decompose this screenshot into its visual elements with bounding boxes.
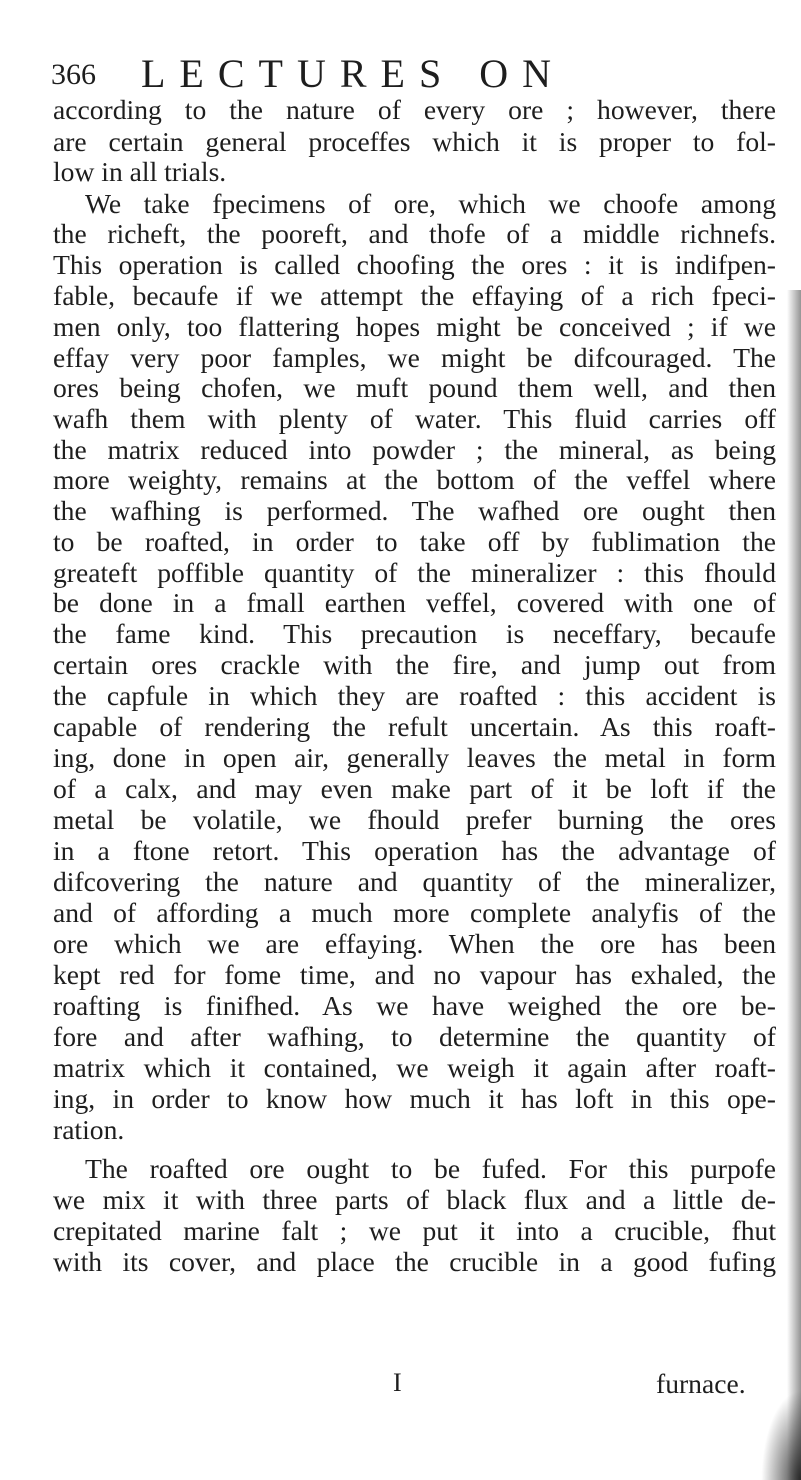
- catchword: furnace.: [656, 1368, 746, 1399]
- signature-mark: I: [393, 1368, 402, 1397]
- text-line: and of affording a much more complete analyfis of the: [53, 897, 776, 928]
- text-line: low in all trials.: [53, 156, 227, 187]
- text-line: be done in a fmall earthen veffel, covered with one of: [53, 587, 776, 618]
- text-line: ore which we are effaying. When the ore has been: [53, 928, 776, 959]
- text-line: the capfule in which they are roafted : this accident is: [53, 680, 776, 711]
- text-line: to be roafted, in order to take off by fublimation the: [53, 526, 776, 557]
- text-line: crepitated marine falt ; we put it into a crucible, fhut: [53, 1215, 776, 1246]
- text-line: We take fpecimens of ore, which we choofe among: [85, 188, 776, 219]
- text-line: ing, done in open air, generally leaves the metal in form: [53, 742, 776, 773]
- text-line: the matrix reduced into powder ; the mineral, as being: [53, 434, 776, 465]
- running-head: LECTURES ON: [141, 51, 565, 96]
- text-line: ing, in order to know how much it has loft in this ope-: [53, 1083, 776, 1114]
- text-line: matrix which it contained, we weigh it again after roaft-: [53, 1052, 776, 1083]
- text-line: we mix it with three parts of black flux and a little de-: [53, 1184, 776, 1215]
- page-edge-shadow: [787, 290, 801, 1480]
- text-line: ores being chofen, we muft pound them well, and then: [53, 372, 776, 403]
- page-number: 366: [51, 58, 96, 91]
- text-line: fable, becaufe if we attempt the effaying of a rich fpeci-: [53, 280, 776, 311]
- text-line: are certain general proceffes which it is proper to fol-: [53, 126, 776, 157]
- text-line: the richeft, the pooreft, and thofe of a middle richnefs.: [53, 218, 776, 249]
- text-line: the wafhing is performed. The wafhed ore ought then: [53, 495, 776, 526]
- text-line: with its cover, and place the crucible in a good fufing: [53, 1246, 776, 1277]
- text-line: more weighty, remains at the bottom of the veffel where: [53, 464, 776, 495]
- text-line: wafh them with plenty of water. This fluid carries off: [53, 403, 776, 434]
- text-line: metal be volatile, we fhould prefer burning the ores: [53, 804, 776, 835]
- text-line: greateft poffible quantity of the mineralizer : this fhould: [53, 557, 776, 588]
- text-line: ration.: [53, 1114, 125, 1145]
- text-line: capable of rendering the refult uncertain. As this roaft-: [53, 711, 776, 742]
- text-line: roafting is finifhed. As we have weighed the ore be-: [53, 990, 776, 1021]
- text-line: certain ores crackle with the fire, and jump out from: [53, 649, 776, 680]
- text-line: kept red for fome time, and no vapour has exhaled, the: [53, 959, 776, 990]
- text-line: This operation is called choofing the ores : it is indifpen-: [53, 249, 776, 280]
- text-line: effay very poor famples, we might be difcouraged. The: [53, 342, 776, 373]
- text-line: the fame kind. This precaution is neceffary, becaufe: [53, 618, 776, 649]
- text-line: according to the nature of every ore ; however, there: [53, 94, 776, 125]
- page-corner-shadow: [761, 1390, 801, 1480]
- text-line: fore and after wafhing, to determine the quantity of: [53, 1021, 776, 1052]
- text-line: of a calx, and may even make part of it be loft if the: [53, 773, 776, 804]
- text-line: The roafted ore ought to be fufed. For this purpofe: [85, 1153, 776, 1184]
- text-line: in a ftone retort. This operation has the advantage of: [53, 835, 776, 866]
- text-line: men only, too flattering hopes might be conceived ; if we: [53, 311, 776, 342]
- text-line: difcovering the nature and quantity of the mineralizer,: [53, 866, 776, 897]
